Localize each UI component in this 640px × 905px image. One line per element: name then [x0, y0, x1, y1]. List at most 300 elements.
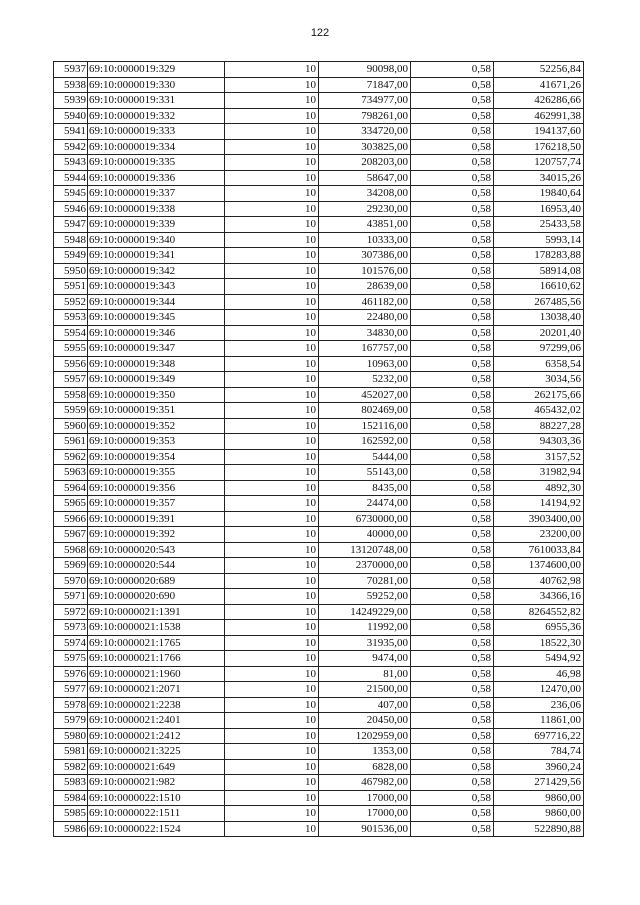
rate-percent-cell: 10	[225, 263, 319, 279]
table-row	[54, 372, 584, 388]
tax-amount-cell: 18522,30	[494, 635, 584, 651]
coefficient-cell: 0,58	[411, 790, 494, 806]
cadastral-value-cell: 24474,00	[319, 496, 411, 512]
cadastral-number-cell: 69:10:0000019:339	[88, 217, 225, 233]
rate-percent-cell: 10	[225, 465, 319, 481]
coefficient-cell: 0,58	[411, 263, 494, 279]
row-number-cell: 5953	[54, 310, 88, 326]
tax-amount-cell: 20201,40	[494, 325, 584, 341]
cadastral-value-cell: 407,00	[319, 697, 411, 713]
table-row	[54, 806, 584, 822]
cadastral-number-cell: 69:10:0000020:689	[88, 573, 225, 589]
cadastral-number-cell: 69:10:0000020:543	[88, 542, 225, 558]
cadastral-value-cell: 90098,00	[319, 62, 411, 78]
row-number-cell: 5951	[54, 279, 88, 295]
cadastral-value-cell: 11992,00	[319, 620, 411, 636]
coefficient-cell: 0,58	[411, 124, 494, 140]
cadastral-number-cell: 69:10:0000019:332	[88, 108, 225, 124]
rate-percent-cell: 10	[225, 356, 319, 372]
cadastral-value-cell: 1353,00	[319, 744, 411, 760]
tax-amount-cell: 5993,14	[494, 232, 584, 248]
coefficient-cell: 0,58	[411, 248, 494, 264]
tax-amount-cell: 8264552,82	[494, 604, 584, 620]
coefficient-cell: 0,58	[411, 387, 494, 403]
rate-percent-cell: 10	[225, 573, 319, 589]
coefficient-cell: 0,58	[411, 341, 494, 357]
cadastral-number-cell: 69:10:0000021:1766	[88, 651, 225, 667]
coefficient-cell: 0,58	[411, 604, 494, 620]
coefficient-cell: 0,58	[411, 372, 494, 388]
cadastral-value-cell: 467982,00	[319, 775, 411, 791]
rate-percent-cell: 10	[225, 62, 319, 78]
row-number-cell: 5948	[54, 232, 88, 248]
cadastral-number-cell: 69:10:0000019:348	[88, 356, 225, 372]
cadastral-number-cell: 69:10:0000019:343	[88, 279, 225, 295]
row-number-cell: 5979	[54, 713, 88, 729]
row-number-cell: 5940	[54, 108, 88, 124]
rate-percent-cell: 10	[225, 418, 319, 434]
table-row	[54, 620, 584, 636]
coefficient-cell: 0,58	[411, 108, 494, 124]
cadastral-value-cell: 802469,00	[319, 403, 411, 419]
row-number-cell: 5981	[54, 744, 88, 760]
cadastral-number-cell: 69:10:0000019:356	[88, 480, 225, 496]
cadastral-value-cell: 734977,00	[319, 93, 411, 109]
rate-percent-cell: 10	[225, 139, 319, 155]
row-number-cell: 5984	[54, 790, 88, 806]
tax-amount-cell: 34366,16	[494, 589, 584, 605]
row-number-cell: 5962	[54, 449, 88, 465]
cadastral-number-cell: 69:10:0000021:1960	[88, 666, 225, 682]
cadastral-number-cell: 69:10:0000019:334	[88, 139, 225, 155]
row-number-cell: 5985	[54, 806, 88, 822]
row-number-cell: 5958	[54, 387, 88, 403]
cadastral-number-cell: 69:10:0000021:982	[88, 775, 225, 791]
rate-percent-cell: 10	[225, 775, 319, 791]
coefficient-cell: 0,58	[411, 480, 494, 496]
table-row	[54, 651, 584, 667]
row-number-cell: 5938	[54, 77, 88, 93]
coefficient-cell: 0,58	[411, 201, 494, 217]
rate-percent-cell: 10	[225, 108, 319, 124]
cadastral-number-cell: 69:10:0000019:349	[88, 372, 225, 388]
coefficient-cell: 0,58	[411, 170, 494, 186]
table-row	[54, 155, 584, 171]
coefficient-cell: 0,58	[411, 635, 494, 651]
row-number-cell: 5960	[54, 418, 88, 434]
coefficient-cell: 0,58	[411, 325, 494, 341]
rate-percent-cell: 10	[225, 372, 319, 388]
table-row	[54, 108, 584, 124]
coefficient-cell: 0,58	[411, 682, 494, 698]
table-row	[54, 666, 584, 682]
row-number-cell: 5974	[54, 635, 88, 651]
cadastral-value-cell: 13120748,00	[319, 542, 411, 558]
rate-percent-cell: 10	[225, 480, 319, 496]
row-number-cell: 5986	[54, 821, 88, 837]
cadastral-value-cell: 20450,00	[319, 713, 411, 729]
cadastral-value-cell: 303825,00	[319, 139, 411, 155]
coefficient-cell: 0,58	[411, 403, 494, 419]
tax-amount-cell: 6955,36	[494, 620, 584, 636]
coefficient-cell: 0,58	[411, 744, 494, 760]
table-row	[54, 697, 584, 713]
rate-percent-cell: 10	[225, 310, 319, 326]
coefficient-cell: 0,58	[411, 713, 494, 729]
cadastral-value-cell: 10963,00	[319, 356, 411, 372]
tax-amount-cell: 3157,52	[494, 449, 584, 465]
table-body	[54, 62, 584, 837]
tax-amount-cell: 176218,50	[494, 139, 584, 155]
rate-percent-cell: 10	[225, 325, 319, 341]
cadastral-number-cell: 69:10:0000019:340	[88, 232, 225, 248]
rate-percent-cell: 10	[225, 589, 319, 605]
rate-percent-cell: 10	[225, 728, 319, 744]
tax-amount-cell: 3034,56	[494, 372, 584, 388]
row-number-cell: 5952	[54, 294, 88, 310]
cadastral-number-cell: 69:10:0000019:392	[88, 527, 225, 543]
cadastral-number-cell: 69:10:0000019:335	[88, 155, 225, 171]
cadastral-value-cell: 70281,00	[319, 573, 411, 589]
coefficient-cell: 0,58	[411, 573, 494, 589]
cadastral-number-cell: 69:10:0000019:333	[88, 124, 225, 140]
table-row	[54, 248, 584, 264]
tax-amount-cell: 16610,62	[494, 279, 584, 295]
coefficient-cell: 0,58	[411, 589, 494, 605]
table-row	[54, 465, 584, 481]
rate-percent-cell: 10	[225, 232, 319, 248]
table-row	[54, 542, 584, 558]
table-row	[54, 356, 584, 372]
row-number-cell: 5941	[54, 124, 88, 140]
tax-amount-cell: 4892,30	[494, 480, 584, 496]
cadastral-number-cell: 69:10:0000019:357	[88, 496, 225, 512]
cadastral-number-cell: 69:10:0000019:341	[88, 248, 225, 264]
table-row	[54, 186, 584, 202]
row-number-cell: 5970	[54, 573, 88, 589]
table-row	[54, 310, 584, 326]
cadastral-number-cell: 69:10:0000019:347	[88, 341, 225, 357]
tax-amount-cell: 12470,00	[494, 682, 584, 698]
tax-amount-cell: 13038,40	[494, 310, 584, 326]
tax-amount-cell: 34015,26	[494, 170, 584, 186]
tax-amount-cell: 267485,56	[494, 294, 584, 310]
table-row	[54, 217, 584, 233]
tax-amount-cell: 97299,06	[494, 341, 584, 357]
table-row	[54, 93, 584, 109]
rate-percent-cell: 10	[225, 759, 319, 775]
coefficient-cell: 0,58	[411, 806, 494, 822]
coefficient-cell: 0,58	[411, 232, 494, 248]
rate-percent-cell: 10	[225, 496, 319, 512]
row-number-cell: 5946	[54, 201, 88, 217]
row-number-cell: 5964	[54, 480, 88, 496]
table-row	[54, 325, 584, 341]
cadastral-value-cell: 17000,00	[319, 790, 411, 806]
cadastral-value-cell: 901536,00	[319, 821, 411, 837]
page-number: 122	[310, 27, 330, 39]
tax-amount-cell: 6358,54	[494, 356, 584, 372]
coefficient-cell: 0,58	[411, 310, 494, 326]
rate-percent-cell: 10	[225, 558, 319, 574]
cadastral-value-cell: 34830,00	[319, 325, 411, 341]
tax-amount-cell: 46,98	[494, 666, 584, 682]
rate-percent-cell: 10	[225, 651, 319, 667]
tax-amount-cell: 465432,02	[494, 403, 584, 419]
row-number-cell: 5968	[54, 542, 88, 558]
cadastral-value-cell: 452027,00	[319, 387, 411, 403]
tax-amount-cell: 9860,00	[494, 790, 584, 806]
tax-amount-cell: 262175,66	[494, 387, 584, 403]
cadastral-value-cell: 101576,00	[319, 263, 411, 279]
cadastral-value-cell: 29230,00	[319, 201, 411, 217]
rate-percent-cell: 10	[225, 294, 319, 310]
coefficient-cell: 0,58	[411, 139, 494, 155]
rate-percent-cell: 10	[225, 682, 319, 698]
tax-amount-cell: 697716,22	[494, 728, 584, 744]
cadastral-number-cell: 69:10:0000019:344	[88, 294, 225, 310]
coefficient-cell: 0,58	[411, 434, 494, 450]
rate-percent-cell: 10	[225, 713, 319, 729]
rate-percent-cell: 10	[225, 341, 319, 357]
coefficient-cell: 0,58	[411, 93, 494, 109]
coefficient-cell: 0,58	[411, 697, 494, 713]
cadastral-value-cell: 5444,00	[319, 449, 411, 465]
row-number-cell: 5959	[54, 403, 88, 419]
rate-percent-cell: 10	[225, 620, 319, 636]
row-number-cell: 5943	[54, 155, 88, 171]
coefficient-cell: 0,58	[411, 418, 494, 434]
cadastral-value-cell: 152116,00	[319, 418, 411, 434]
row-number-cell: 5963	[54, 465, 88, 481]
cadastral-number-cell: 69:10:0000022:1511	[88, 806, 225, 822]
rate-percent-cell: 10	[225, 124, 319, 140]
cadastral-number-cell: 69:10:0000019:351	[88, 403, 225, 419]
cadastral-value-cell: 307386,00	[319, 248, 411, 264]
table-row	[54, 511, 584, 527]
cadastral-value-cell: 162592,00	[319, 434, 411, 450]
row-number-cell: 5966	[54, 511, 88, 527]
cadastral-number-cell: 69:10:0000021:2071	[88, 682, 225, 698]
rate-percent-cell: 10	[225, 170, 319, 186]
table-row	[54, 589, 584, 605]
tax-amount-cell: 41671,26	[494, 77, 584, 93]
tax-amount-cell: 94303,36	[494, 434, 584, 450]
row-number-cell: 5965	[54, 496, 88, 512]
cadastral-number-cell: 69:10:0000021:649	[88, 759, 225, 775]
table-row	[54, 496, 584, 512]
cadastral-number-cell: 69:10:0000019:336	[88, 170, 225, 186]
cadastral-number-cell: 69:10:0000021:2238	[88, 697, 225, 713]
tax-amount-cell: 23200,00	[494, 527, 584, 543]
cadastral-number-cell: 69:10:0000019:345	[88, 310, 225, 326]
rate-percent-cell: 10	[225, 248, 319, 264]
row-number-cell: 5945	[54, 186, 88, 202]
cadastral-value-cell: 55143,00	[319, 465, 411, 481]
row-number-cell: 5939	[54, 93, 88, 109]
table-row	[54, 341, 584, 357]
cadastral-value-cell: 43851,00	[319, 217, 411, 233]
row-number-cell: 5967	[54, 527, 88, 543]
cadastral-value-cell: 9474,00	[319, 651, 411, 667]
coefficient-cell: 0,58	[411, 465, 494, 481]
cadastral-number-cell: 69:10:0000021:1391	[88, 604, 225, 620]
table-row	[54, 170, 584, 186]
coefficient-cell: 0,58	[411, 542, 494, 558]
table-row	[54, 635, 584, 651]
table-row	[54, 403, 584, 419]
cadastral-number-cell: 69:10:0000019:342	[88, 263, 225, 279]
coefficient-cell: 0,58	[411, 155, 494, 171]
coefficient-cell: 0,58	[411, 666, 494, 682]
cadastral-value-cell: 6730000,00	[319, 511, 411, 527]
cadastral-value-cell: 17000,00	[319, 806, 411, 822]
row-number-cell: 5961	[54, 434, 88, 450]
row-number-cell: 5983	[54, 775, 88, 791]
table-row	[54, 744, 584, 760]
row-number-cell: 5977	[54, 682, 88, 698]
table-row	[54, 821, 584, 837]
table-row	[54, 124, 584, 140]
tax-amount-cell: 88227,28	[494, 418, 584, 434]
tax-amount-cell: 1374600,00	[494, 558, 584, 574]
row-number-cell: 5947	[54, 217, 88, 233]
cadastral-number-cell: 69:10:0000021:2412	[88, 728, 225, 744]
rate-percent-cell: 10	[225, 697, 319, 713]
table-row	[54, 387, 584, 403]
rate-percent-cell: 10	[225, 155, 319, 171]
rate-percent-cell: 10	[225, 511, 319, 527]
row-number-cell: 5980	[54, 728, 88, 744]
coefficient-cell: 0,58	[411, 728, 494, 744]
cadastral-value-cell: 81,00	[319, 666, 411, 682]
row-number-cell: 5944	[54, 170, 88, 186]
tax-amount-cell: 9860,00	[494, 806, 584, 822]
rate-percent-cell: 10	[225, 279, 319, 295]
cadastral-value-cell: 798261,00	[319, 108, 411, 124]
table-row	[54, 573, 584, 589]
cadastral-number-cell: 69:10:0000019:391	[88, 511, 225, 527]
cadastral-value-cell: 40000,00	[319, 527, 411, 543]
coefficient-cell: 0,58	[411, 496, 494, 512]
cadastral-number-cell: 69:10:0000021:2401	[88, 713, 225, 729]
row-number-cell: 5969	[54, 558, 88, 574]
table-row	[54, 713, 584, 729]
cadastral-number-cell: 69:10:0000019:355	[88, 465, 225, 481]
coefficient-cell: 0,58	[411, 356, 494, 372]
rate-percent-cell: 10	[225, 93, 319, 109]
tax-amount-cell: 19840,64	[494, 186, 584, 202]
rate-percent-cell: 10	[225, 77, 319, 93]
cadastral-number-cell: 69:10:0000020:690	[88, 589, 225, 605]
table-row	[54, 728, 584, 744]
tax-amount-cell: 14194,92	[494, 496, 584, 512]
rate-percent-cell: 10	[225, 201, 319, 217]
cadastral-number-cell: 69:10:0000021:1538	[88, 620, 225, 636]
cadastral-number-cell: 69:10:0000020:544	[88, 558, 225, 574]
cadastral-value-cell: 14249229,00	[319, 604, 411, 620]
tax-amount-cell: 462991,38	[494, 108, 584, 124]
coefficient-cell: 0,58	[411, 558, 494, 574]
rate-percent-cell: 10	[225, 186, 319, 202]
coefficient-cell: 0,58	[411, 620, 494, 636]
table-row	[54, 263, 584, 279]
cadastral-value-cell: 8435,00	[319, 480, 411, 496]
cadastral-value-cell: 5232,00	[319, 372, 411, 388]
table-row	[54, 759, 584, 775]
coefficient-cell: 0,58	[411, 527, 494, 543]
cadastral-value-cell: 6828,00	[319, 759, 411, 775]
rate-percent-cell: 10	[225, 217, 319, 233]
table-row	[54, 775, 584, 791]
coefficient-cell: 0,58	[411, 77, 494, 93]
cadastral-value-cell: 334720,00	[319, 124, 411, 140]
rate-percent-cell: 10	[225, 449, 319, 465]
tax-amount-cell: 16953,40	[494, 201, 584, 217]
cadastral-number-cell: 69:10:0000021:3225	[88, 744, 225, 760]
rate-percent-cell: 10	[225, 790, 319, 806]
table-row	[54, 232, 584, 248]
row-number-cell: 5982	[54, 759, 88, 775]
cadastral-number-cell: 69:10:0000019:330	[88, 77, 225, 93]
rate-percent-cell: 10	[225, 604, 319, 620]
cadastral-value-cell: 2370000,00	[319, 558, 411, 574]
cadastral-value-cell: 167757,00	[319, 341, 411, 357]
tax-amount-cell: 58914,08	[494, 263, 584, 279]
coefficient-cell: 0,58	[411, 294, 494, 310]
cadastral-number-cell: 69:10:0000019:353	[88, 434, 225, 450]
rate-percent-cell: 10	[225, 403, 319, 419]
cadastral-number-cell: 69:10:0000019:352	[88, 418, 225, 434]
cadastral-value-cell: 58647,00	[319, 170, 411, 186]
cadastral-value-cell: 31935,00	[319, 635, 411, 651]
row-number-cell: 5942	[54, 139, 88, 155]
rate-percent-cell: 10	[225, 744, 319, 760]
table-row	[54, 790, 584, 806]
tax-amount-cell: 3903400,00	[494, 511, 584, 527]
tax-amount-cell: 522890,88	[494, 821, 584, 837]
coefficient-cell: 0,58	[411, 279, 494, 295]
cadastral-value-cell: 59252,00	[319, 589, 411, 605]
row-number-cell: 5956	[54, 356, 88, 372]
row-number-cell: 5955	[54, 341, 88, 357]
tax-amount-cell: 426286,66	[494, 93, 584, 109]
row-number-cell: 5978	[54, 697, 88, 713]
cadastral-number-cell: 69:10:0000019:338	[88, 201, 225, 217]
cadastral-value-cell: 28639,00	[319, 279, 411, 295]
tax-amount-cell: 5494,92	[494, 651, 584, 667]
rate-percent-cell: 10	[225, 806, 319, 822]
tax-amount-cell: 784,74	[494, 744, 584, 760]
cadastral-value-cell: 461182,00	[319, 294, 411, 310]
rate-percent-cell: 10	[225, 527, 319, 543]
table-row	[54, 682, 584, 698]
cadastral-number-cell: 69:10:0000019:337	[88, 186, 225, 202]
coefficient-cell: 0,58	[411, 186, 494, 202]
table-row	[54, 480, 584, 496]
rate-percent-cell: 10	[225, 821, 319, 837]
coefficient-cell: 0,58	[411, 821, 494, 837]
tax-amount-cell: 3960,24	[494, 759, 584, 775]
cadastral-number-cell: 69:10:0000019:331	[88, 93, 225, 109]
table-row	[54, 62, 584, 78]
tax-amount-cell: 194137,60	[494, 124, 584, 140]
table-row	[54, 527, 584, 543]
cadastral-number-cell: 69:10:0000021:1765	[88, 635, 225, 651]
table-row	[54, 558, 584, 574]
table-row	[54, 139, 584, 155]
cadastral-value-cell: 208203,00	[319, 155, 411, 171]
